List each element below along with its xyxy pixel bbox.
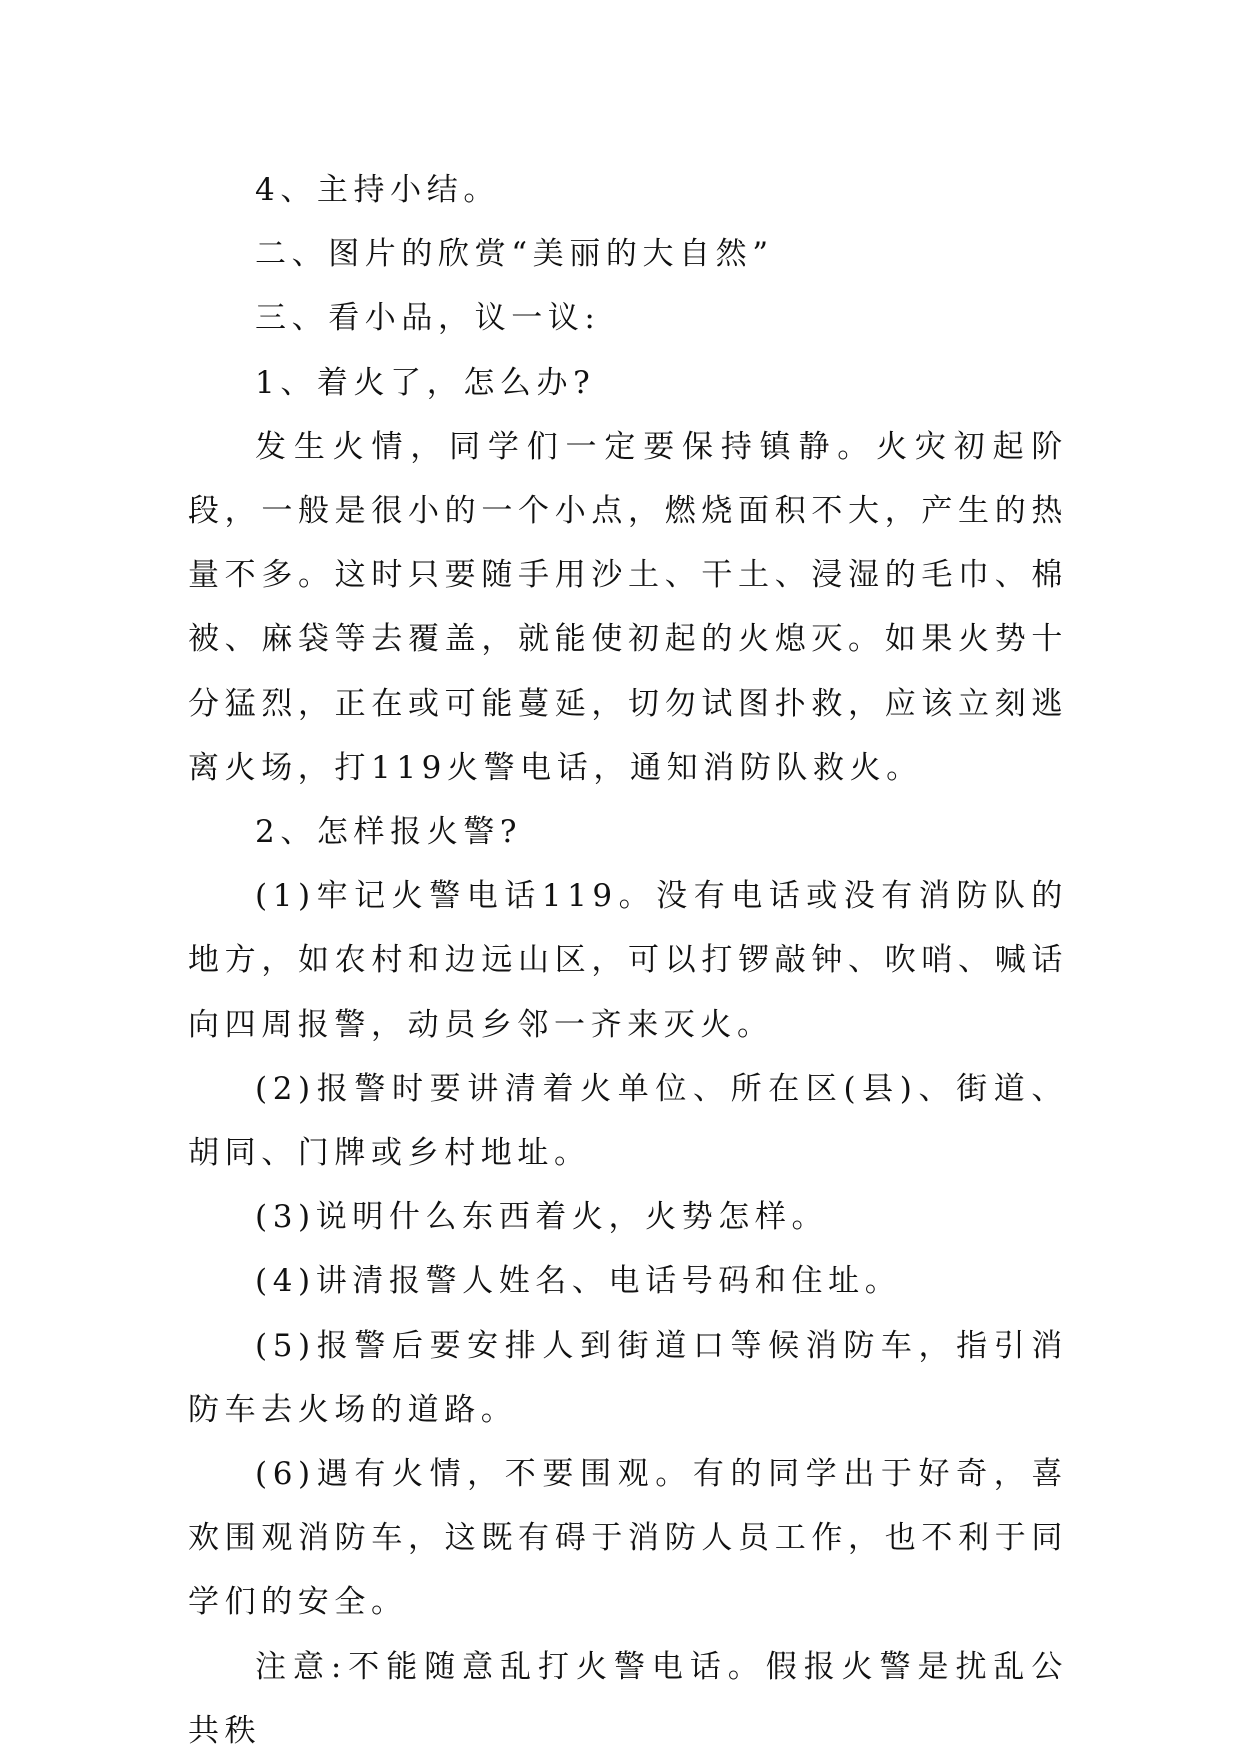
paragraph-report-step-4: (4)讲清报警人姓名、电话号码和住址。 xyxy=(255,1263,902,1300)
paragraph-section-three: 三、看小品，议一议: xyxy=(255,300,601,337)
paragraph-report-step-2: (2)报警时要讲清着火单位、所在区(县)、街道、胡同、门牌或乡村地址。 xyxy=(188,1070,1068,1172)
paragraph-section-two: 二、图片的欣赏“美丽的大自然” xyxy=(255,236,774,273)
paragraph-summary: 4、主持小结。 xyxy=(255,172,500,208)
paragraph-report-step-3: (3)说明什么东西着火，火势怎样。 xyxy=(255,1199,829,1236)
paragraph-report-step-6: (6)遇有火情，不要围观。有的同学出于好奇，喜欢围观消防车，这既有碍于消防人员工作，也不利于同学们的安全。 xyxy=(188,1456,1068,1621)
paragraph-report-question: 2、怎样报火警? xyxy=(255,814,523,851)
paragraph-note: 注意:不能随意乱打火警电话。假报火警是扰乱公共秩 xyxy=(188,1648,1068,1749)
document-body xyxy=(188,158,1068,1763)
paragraph-report-step-1: (1)牢记火警电话119。没有电话或没有消防队的地方，如农村和边远山区，可以打锣敲钟、吹哨、喊话向四周报警，动员乡邻一齐来灭火。 xyxy=(188,878,1068,1043)
paragraph-fire-question: 1、着火了，怎么办? xyxy=(255,364,596,401)
paragraph-fire-answer: 发生火情，同学们一定要保持镇静。火灾初起阶段，一般是很小的一个小点，燃烧面积不大，产生的热量不多。这时只要随手用沙土、干土、浸湿的毛巾、棉被、麻袋等去覆盖，就能使初起的火熄灭。如果火势十分猛烈，正在或可能蔓延，切勿试图扑救，应该立刻逃离火场，打119火警电话，通知消防队救火。 xyxy=(188,428,1068,786)
paragraph-report-step-5: (5)报警后要安排人到街道口等候消防车，指引消防车去火场的道路。 xyxy=(188,1327,1068,1428)
